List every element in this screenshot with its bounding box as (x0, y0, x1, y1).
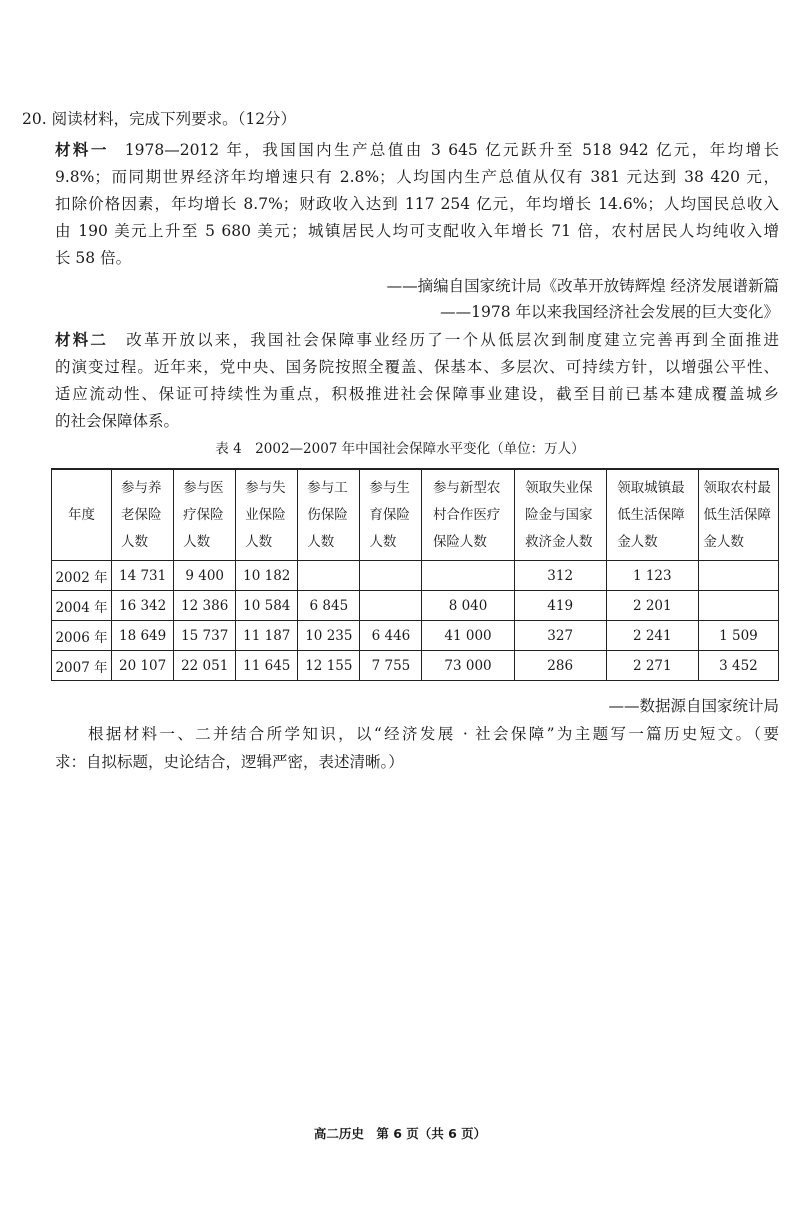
header-urban-dibao-text: 领取城镇最低生活保障金人数 (617, 479, 685, 550)
table-cell (422, 561, 514, 591)
material1-source-2: ——1978 年以来我国经济社会发展的巨大变化》 (440, 303, 779, 321)
table-cell: 7 755 (360, 651, 422, 681)
table-cell: 10 182 (236, 561, 298, 591)
material2-line-4: 的社会保障体系。 (55, 412, 180, 430)
table-cell: 9 400 (174, 561, 236, 591)
table-cell: 2006 年 (52, 621, 112, 651)
material1-text-1: 1978—2012 年，我国国内生产总值由 3 645 亿元跃升至 518 942 亿元，年均增长 (124, 141, 779, 159)
table-cell: 12 155 (298, 651, 360, 681)
material1-line-2: 9.8%；而同期世界经济年均增速只有 2.8%；人均国内生产总值从仅有 381 元达到 38 420 元， (55, 168, 779, 186)
header-maternity-text: 参与生育保险人数 (369, 479, 410, 550)
table-row (52, 591, 779, 621)
material2-text-1: 改革开放以来，我国社会保障事业经历了一个从低层次到制度建立完善再到全面推进 (124, 331, 779, 349)
header-rural-dibao (698, 469, 778, 561)
table-cell: 8 040 (422, 591, 514, 621)
table-cell (698, 561, 778, 591)
table-cell: 20 107 (112, 651, 174, 681)
table-cell: 2 271 (606, 651, 698, 681)
table-row (52, 621, 779, 651)
material2-line-1 (55, 329, 779, 351)
header-year-text: 年度 (68, 506, 96, 523)
header-medical-text: 参与医疗保险人数 (183, 479, 224, 550)
material1-line-4: 由 190 美元上升至 5 680 美元；城镇居民人均可支配收入年增长 71 倍，农村居民人均纯收入增 (55, 222, 779, 240)
table-cell: 312 (514, 561, 606, 591)
header-rural-coop-text: 参与新型农村合作医疗保险人数 (432, 479, 501, 550)
table-cell: 18 649 (112, 621, 174, 651)
table-cell: 14 731 (112, 561, 174, 591)
header-unemployment (236, 469, 298, 561)
table-cell: 11 645 (236, 651, 298, 681)
table-cell: 1 509 (698, 621, 778, 651)
header-rural-dibao-text: 领取农村最低生活保障金人数 (703, 479, 771, 550)
header-injury (298, 469, 360, 561)
table-cell: 6 446 (360, 621, 422, 651)
table-row (52, 651, 779, 681)
material1-source-1: ——摘编自国家统计局《改革开放铸辉煌 经济发展谱新篇 (386, 277, 779, 295)
header-injury-text: 参与工伤保险人数 (307, 479, 348, 550)
material1-line-3: 扣除价格因素，年均增长 8.7%；财政收入达到 117 254 亿元，年均增长 14.6%；人均国民总收入 (55, 195, 779, 213)
table-cell: 11 187 (236, 621, 298, 651)
header-urban-dibao (606, 469, 698, 561)
table-cell: 2007 年 (52, 651, 112, 681)
header-year (52, 469, 112, 561)
header-pension (112, 469, 174, 561)
table-cell (698, 591, 778, 621)
table-header-row (52, 469, 779, 561)
material1-label: 材料一 (55, 141, 109, 159)
instruction-line-1: 根据材料一、二并结合所学知识，以“经济发展 · 社会保障”为主题写一篇历史短文。（要 (88, 725, 779, 743)
material1-line-1 (55, 139, 779, 161)
page-footer: 高二历史 第 6 页（共 6 页） (313, 1126, 487, 1141)
table-cell: 10 235 (298, 621, 360, 651)
table-cell: 3 452 (698, 651, 778, 681)
header-rural-coop (422, 469, 514, 561)
social-security-table (51, 468, 779, 681)
question-title: 20. 阅读材料，完成下列要求。（12分） (22, 110, 297, 128)
table-cell (360, 561, 422, 591)
table-cell: 22 051 (174, 651, 236, 681)
table-cell: 15 737 (174, 621, 236, 651)
header-unemployment-text: 参与失业保险人数 (245, 479, 286, 550)
table-cell: 327 (514, 621, 606, 651)
header-unemp-relief (514, 469, 606, 561)
table-cell: 10 584 (236, 591, 298, 621)
table-cell: 6 845 (298, 591, 360, 621)
table-caption: 表 4 2002—2007 年中国社会保障水平变化（单位：万人） (215, 441, 585, 457)
table-row (52, 561, 779, 591)
table-cell: 2004 年 (52, 591, 112, 621)
instruction-line-2: 求：自拟标题，史论结合，逻辑严密，表述清晰。） (55, 753, 404, 771)
header-maternity (360, 469, 422, 561)
material2-line-3: 适应流动性、保证可持续性为重点，积极推进社会保障事业建设，截至目前已基本建成覆盖城乡 (55, 385, 779, 403)
table-cell: 1 123 (606, 561, 698, 591)
table-cell: 16 342 (112, 591, 174, 621)
table-cell (298, 561, 360, 591)
material1-line-5: 长 58 倍。 (55, 249, 132, 267)
table-cell: 419 (514, 591, 606, 621)
material2-label: 材料二 (55, 331, 109, 349)
table-cell (360, 591, 422, 621)
table-cell: 41 000 (422, 621, 514, 651)
table-cell: 73 000 (422, 651, 514, 681)
material2-line-2: 的演变过程。近年来，党中央、国务院按照全覆盖、保基本、多层次、可持续方针，以增强公平性、 (55, 358, 779, 376)
header-unemp-relief-text: 领取失业保险金与国家救济金人数 (525, 479, 593, 550)
header-pension-text: 参与养老保险人数 (121, 479, 162, 550)
header-medical (174, 469, 236, 561)
table-cell: 12 386 (174, 591, 236, 621)
table-cell: 2 201 (606, 591, 698, 621)
table-cell: 2002 年 (52, 561, 112, 591)
table-cell: 286 (514, 651, 606, 681)
table-cell: 2 241 (606, 621, 698, 651)
table-source: ——数据源自国家统计局 (608, 697, 779, 715)
